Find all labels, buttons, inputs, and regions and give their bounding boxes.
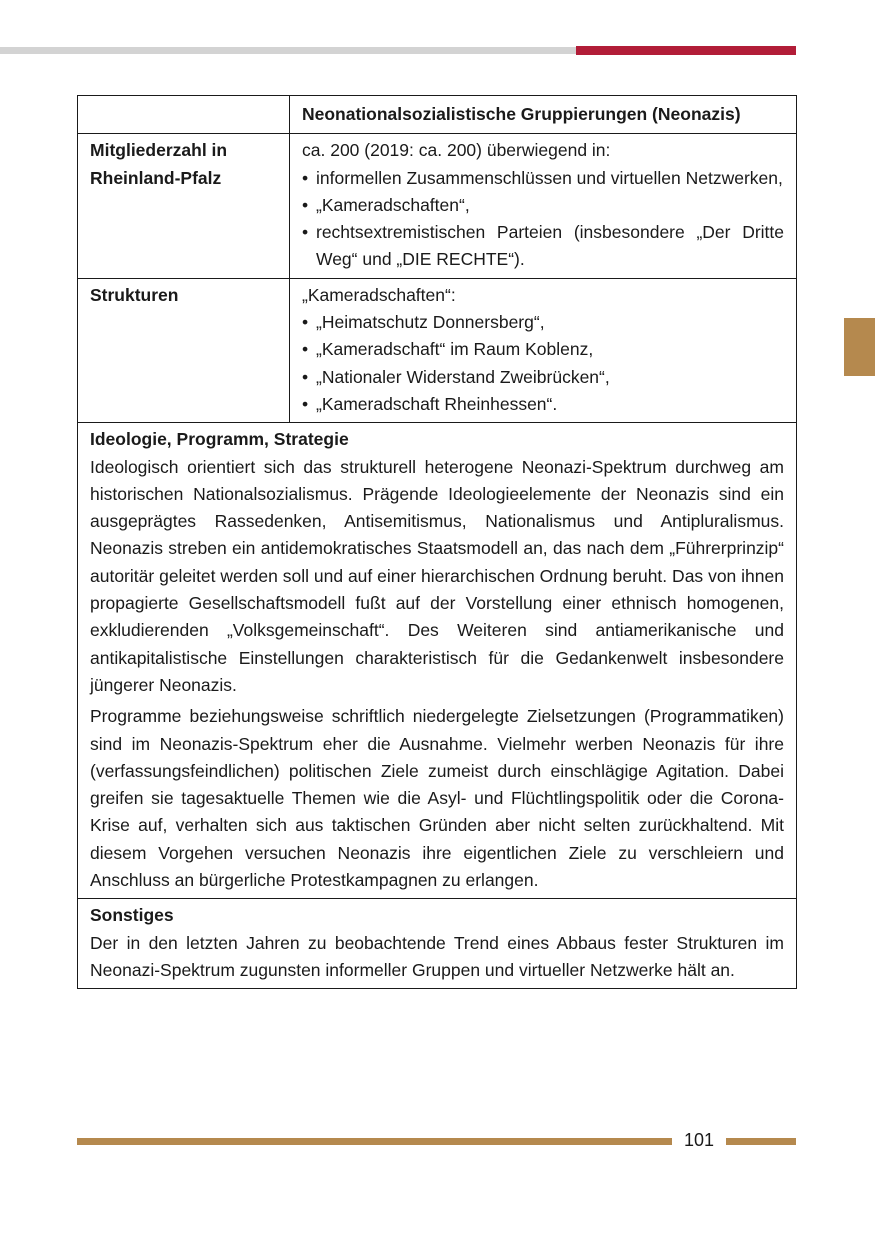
list-item: • „Heimatschutz Donnersberg“, (302, 309, 784, 336)
footer-rule-left (77, 1138, 672, 1145)
ideology-row (78, 423, 797, 899)
membership-cell (290, 134, 797, 278)
list-item: • „Nationaler Widerstand Zweibrücken“, (302, 364, 784, 391)
membership-row (78, 134, 797, 278)
footer-rule-right (726, 1138, 796, 1145)
top-red-rule (576, 46, 796, 55)
structures-cell (290, 278, 797, 422)
membership-label: Mitgliederzahl in Rheinland-Pfalz (78, 134, 290, 278)
header-title: Neonationalsozialistische Gruppierungen (Neonazis) (290, 96, 797, 134)
list-item: • informellen Zusammenschlüssen und virtuellen Netzwerken, (302, 165, 784, 192)
table-header-row (78, 96, 797, 134)
list-item: • „Kameradschaften“, (302, 192, 784, 219)
top-grey-rule (0, 47, 576, 54)
ideology-paragraph-2: Programme beziehungsweise schriftlich niedergelegte Zielsetzungen (Programmatiken) sind im Neonazis-Spektrum eher die Ausnahme. Vielmehr werben Neonazis für ihre (verfassungsfeindlichen) politischen Ziele zumeist durch einschlägige Agitation. Dabei greifen sie tagesaktuelle Themen wie die Asyl- und Flüchtlingspolitik oder die Corona-Krise auf, verhalten sich aus taktischen Gründen aber nicht selten zurückhaltend. Mit diesem Vorgehen versuchen Neonazis ihre eigentlichen Ziele zu verschleiern und Anschluss an bürgerliche Protestkampagnen zu erlangen. (90, 706, 784, 891)
profile-table (77, 95, 797, 989)
other-cell (78, 899, 797, 989)
structures-list (302, 309, 784, 418)
membership-list (302, 165, 784, 274)
membership-intro: ca. 200 (2019: ca. 200) überwiegend in: (302, 140, 611, 161)
ideology-paragraph-1: Ideologisch orientiert sich das strukturell heterogene Neonazi-Spektrum durchweg am historischen Nationalsozialismus. Prägende Ideologieelemente der Neonazis sind ein ausgeprägtes Rassedenken, Antisemitismus, Nationalismus und Antipluralismus. Neonazis streben ein antidemokratisches Staatsmodell an, das nach dem „Führerprinzip“ autoritär geleitet werden soll und auf einer hierarchischen Ordnung beruht. Das von ihnen propagierte Gesellschaftsmodell fußt auf der Vorstellung einer ethnisch homogenen, exkludierenden „Volksgemeinschaft“. Des Weiteren sind antiamerikanische und antikapitalistische Einstellungen charakteristisch für die Gedankenwelt insbesondere jüngerer Neonazis. (90, 456, 784, 695)
list-item: • rechtsextremistischen Parteien (insbesondere „Der Dritte Weg“ und „DIE RECHTE“). (302, 219, 784, 274)
header-empty-cell (78, 96, 290, 134)
chapter-tab-marker (844, 318, 875, 376)
other-row (78, 899, 797, 989)
structures-intro: „Kameradschaften“: (302, 284, 456, 305)
other-paragraph: Der in den letzten Jahren zu beobachtende Trend eines Abbaus fester Strukturen im Neonazi-Spektrum zugunsten informeller Gruppen und virtueller Netzwerke hält an. (90, 932, 784, 980)
page-number: 101 (683, 1130, 715, 1150)
structures-row (78, 278, 797, 422)
list-item: • „Kameradschaft“ im Raum Koblenz, (302, 336, 784, 363)
list-item: • „Kameradschaft Rheinhessen“. (302, 391, 784, 418)
structures-label: Strukturen (78, 278, 290, 422)
ideology-title: Ideologie, Programm, Strategie (90, 429, 349, 450)
ideology-cell (78, 423, 797, 899)
other-title: Sonstiges (90, 905, 174, 926)
